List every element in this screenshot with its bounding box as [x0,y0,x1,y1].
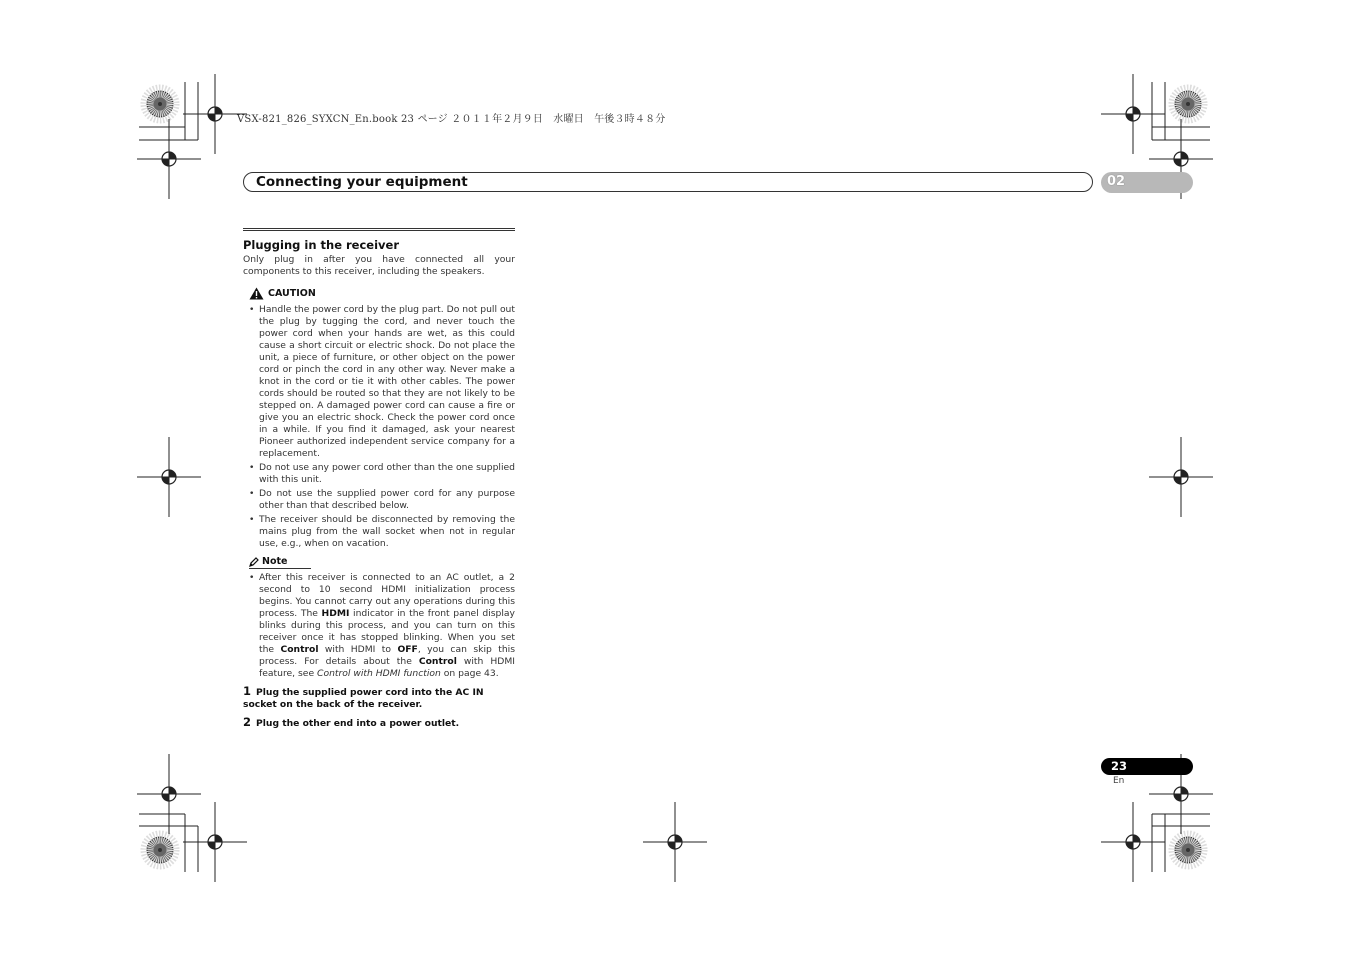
note-label: Note [262,556,288,567]
warning-icon [249,287,264,300]
main-column [243,228,515,730]
page-language: En [1113,776,1125,786]
chapter-title: Connecting your equipment [256,174,468,190]
step-text: Plug the other end into a power outlet. [256,718,460,729]
chapter-tab [1101,172,1193,193]
step-2 [243,716,515,730]
chapter-header-bar [243,172,1093,192]
caution-item: • Handle the power cord by the plug part. Do not pull out the plug by tugging the cord, and never touch the power cord when your hands are wet, as this could cause a short circuit or electric shock. Do not place the unit, a piece of furniture, or other object on the power cord or pinch the cord in any other way. Never make a knot in the cord or tie it with other cables. The power cords should be routed so that they are not likely to be stepped on. A damaged power cord can cause a fire or give you an electric shock. Check the power cord once in a while. If you find it damaged, ask your nearest Pioneer authorized independent service company for a replacement. [243,304,515,460]
step-1 [243,685,515,711]
section-title: Plugging in the receiver [243,238,400,252]
step-text: Plug the supplied power cord into the AC IN socket on the back of the receiver. [243,687,484,710]
note-list [243,572,515,680]
caution-label: CAUTION [268,287,316,299]
pencil-icon [249,557,259,567]
step-number: 1 [243,684,252,698]
step-number: 2 [243,715,252,729]
cross-reference-link: Control with HDMI function [317,668,441,679]
caution-item: • Do not use the supplied power cord for any purpose other than that described below. [243,488,515,512]
note-heading [249,556,311,569]
caution-heading [249,287,515,300]
section-rule [243,228,515,233]
caution-list [243,304,515,550]
caution-item: • The receiver should be disconnected by removing the mains plug from the wall socket when not in regular use, e.g., when on vacation. [243,514,515,550]
section-intro: Only plug in after you have connected all your components to this receiver, including the speakers. [243,254,515,277]
page-number: 23 [1111,759,1128,773]
print-header: VSX-821_826_SYXCN_En.book 23 ページ ２０１１年２月９日 水曜日 午後３時４８分 [237,114,666,125]
caution-item: • Do not use any power cord other than the one supplied with this unit. [243,462,515,486]
note-item: • After this receiver is connected to an AC outlet, a 2 second to 10 second HDMI initialization process begins. You cannot carry out any operations during this process. The HDMI indicator in the front panel display blinks during this process, and you can turn on this receiver once it has stopped blinking. When you set the Control with HDMI to OFF, you can skip this process. For details about the Control with HDMI feature, see Control with HDMI function on page 43. [243,572,515,680]
chapter-number: 02 [1107,174,1126,189]
page-number-badge [1101,758,1193,775]
